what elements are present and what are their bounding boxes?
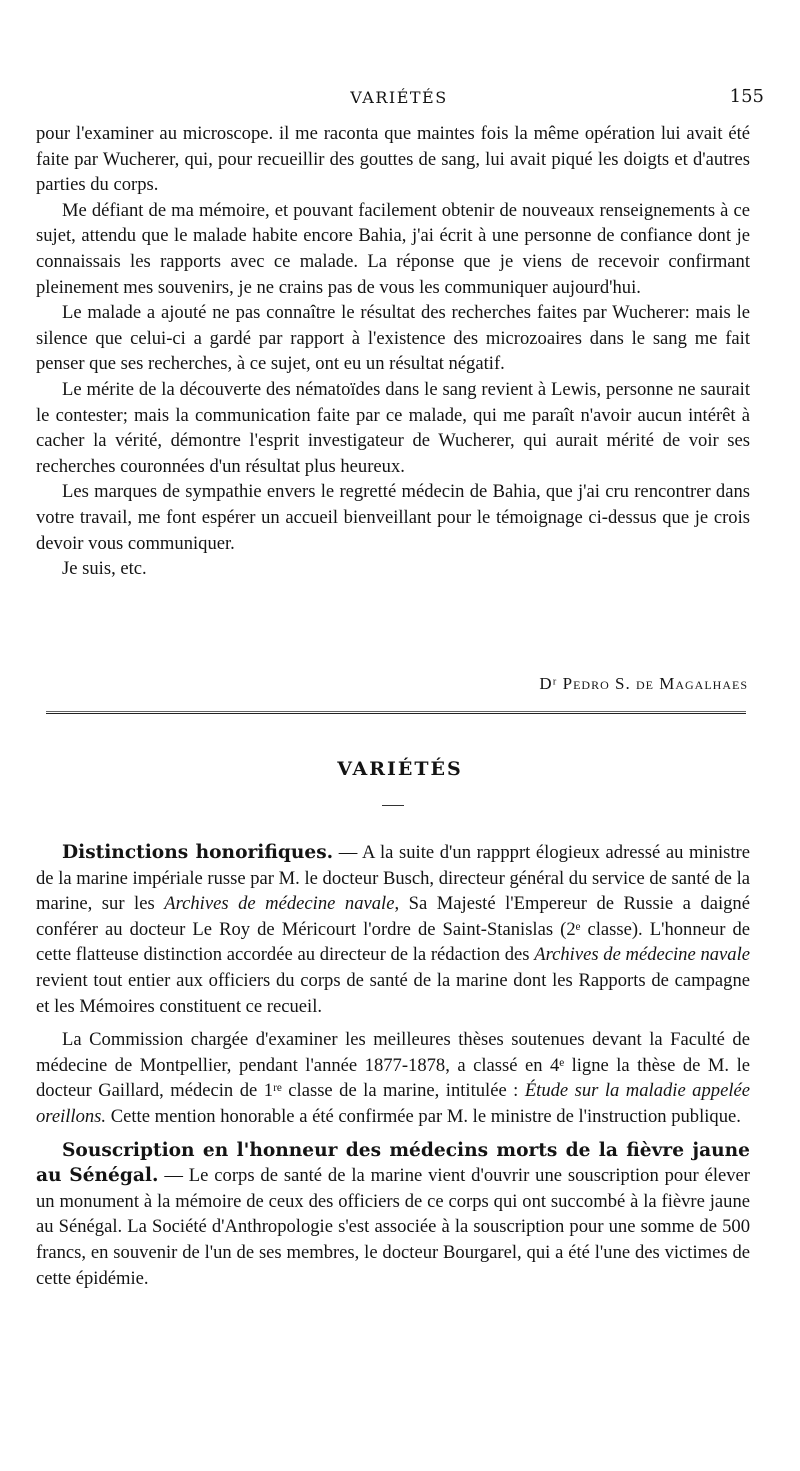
news-text: revient tout entier aux officiers du corps de santé de la marine dont les Rapports de campagne et les Mémoires constituent ce recueil. bbox=[36, 969, 750, 1017]
letter-paragraph: pour l'examiner au microscope. il me raconta que maintes fois la même opération lui avait été faite par Wucherer, qui, pour recueillir des gouttes de sang, lui avait piqué les doigts et d'autres parties du corps. bbox=[36, 123, 750, 196]
signature bbox=[539, 674, 748, 694]
news-item-subscription bbox=[36, 1138, 750, 1292]
thesis-title: Étude sur la maladie appelée oreillons. bbox=[36, 1080, 750, 1127]
letter-body bbox=[36, 121, 750, 582]
news-text: , Sa Majesté l'Empereur de Russie a daigné conférer au docteur Le Roy de Méricourt l'ordre de Saint-Stanislas (2ᵉ classe). L'honneur de cette flatteuse distinction accordée au directeur de la rédaction des bbox=[36, 893, 750, 966]
letter-paragraph: Le malade a ajouté ne pas connaître le résultat des recherches faites par Wucherer: mais le silence que celui-ci a gardé par rapport à l'existence des microzoaires dans le sang me fait penser que ses recherches, à ce sujet, ont eu un résultat négatif. bbox=[36, 302, 750, 375]
news-item-thesis bbox=[36, 1027, 750, 1129]
news-text: — Le corps de santé de la marine vient d'ouvrir une souscription pour élever un monument à la mémoire de ceux des officiers de ce corps qui ont succombé à la fièvre jaune au Sénégal. La Société d'Anthropologie s'est associée à la souscription pour une somme de 500 francs, en souvenir de l'un de ses membres, le docteur Bourgarel, qui a été l'une des victimes de cette épidémie. bbox=[36, 1165, 750, 1289]
letter-paragraph: Je suis, etc. bbox=[62, 558, 147, 580]
section-divider bbox=[46, 711, 746, 714]
signature-name: Pedro S. de Magalhaes bbox=[562, 674, 748, 693]
news-body bbox=[36, 840, 750, 1299]
news-lead: Souscription en l'honneur des médecins morts de la fièvre jaune au Sénégal. bbox=[36, 1139, 750, 1187]
letter-paragraph: Le mérite de la découverte des nématoïdes dans le sang revient à Lewis, personne ne saurait le contester; mais la communication faite par ce malade, qui me paraît n'avoir aucun intérêt à cacher la vérité, démontre l'esprit investigateur de Wucherer, qui aurait mérité de voir ses recherches couronnées d'un résultat plus heureux. bbox=[36, 378, 750, 477]
letter-paragraph: Me défiant de ma mémoire, et pouvant facilement obtenir de nouveaux renseignements à ce sujet, attendu que le malade habite encore Bahia, j'ai écrit à une personne de confiance dont je connaissais les rapports avec ce malade. La réponse que je viens de recevoir confirmant pleinement mes souvenirs, je ne crains pas de vous les communiquer aujourd'hui. bbox=[36, 199, 750, 298]
running-header bbox=[34, 84, 764, 118]
news-lead: Distinctions honorifiques. bbox=[62, 842, 334, 863]
page-number: 155 bbox=[729, 86, 764, 107]
running-title: VARIÉTÉS bbox=[350, 88, 448, 107]
news-text: Cette mention honorable a été confirmée par M. le ministre de l'instruction publique. bbox=[106, 1105, 741, 1127]
news-item-honours bbox=[36, 840, 750, 1019]
title-dash bbox=[382, 805, 404, 806]
journal-title: Archives de médecine navale bbox=[164, 893, 395, 915]
letter-paragraph: Les marques de sympathie envers le regretté médecin de Bahia, que j'ai cru rencontrer dans votre travail, me font espérer un accueil bienveillant pour le témoignage ci-dessus que je crois devoir vous communiquer. bbox=[36, 481, 750, 554]
signature-title: Dʳ bbox=[539, 674, 558, 693]
news-text: — A la suite d'un rappprt élogieux adressé au ministre de la marine impériale russe par M. le docteur Busch, directeur général du service de santé de la marine, sur les bbox=[36, 842, 751, 915]
section-title: VARIÉTÉS bbox=[337, 758, 463, 780]
journal-title: Archives de médecine navale bbox=[534, 944, 751, 966]
news-text: La Commission chargée d'examiner les meilleures thèses soutenues devant la Faculté de médecine de Montpellier, pendant l'année 1877-1878, a classé en 4ᵉ ligne la thèse de M. le docteur Gaillard, médecin de 1ʳᵉ classe de la marine, intitulée : bbox=[36, 1029, 750, 1102]
